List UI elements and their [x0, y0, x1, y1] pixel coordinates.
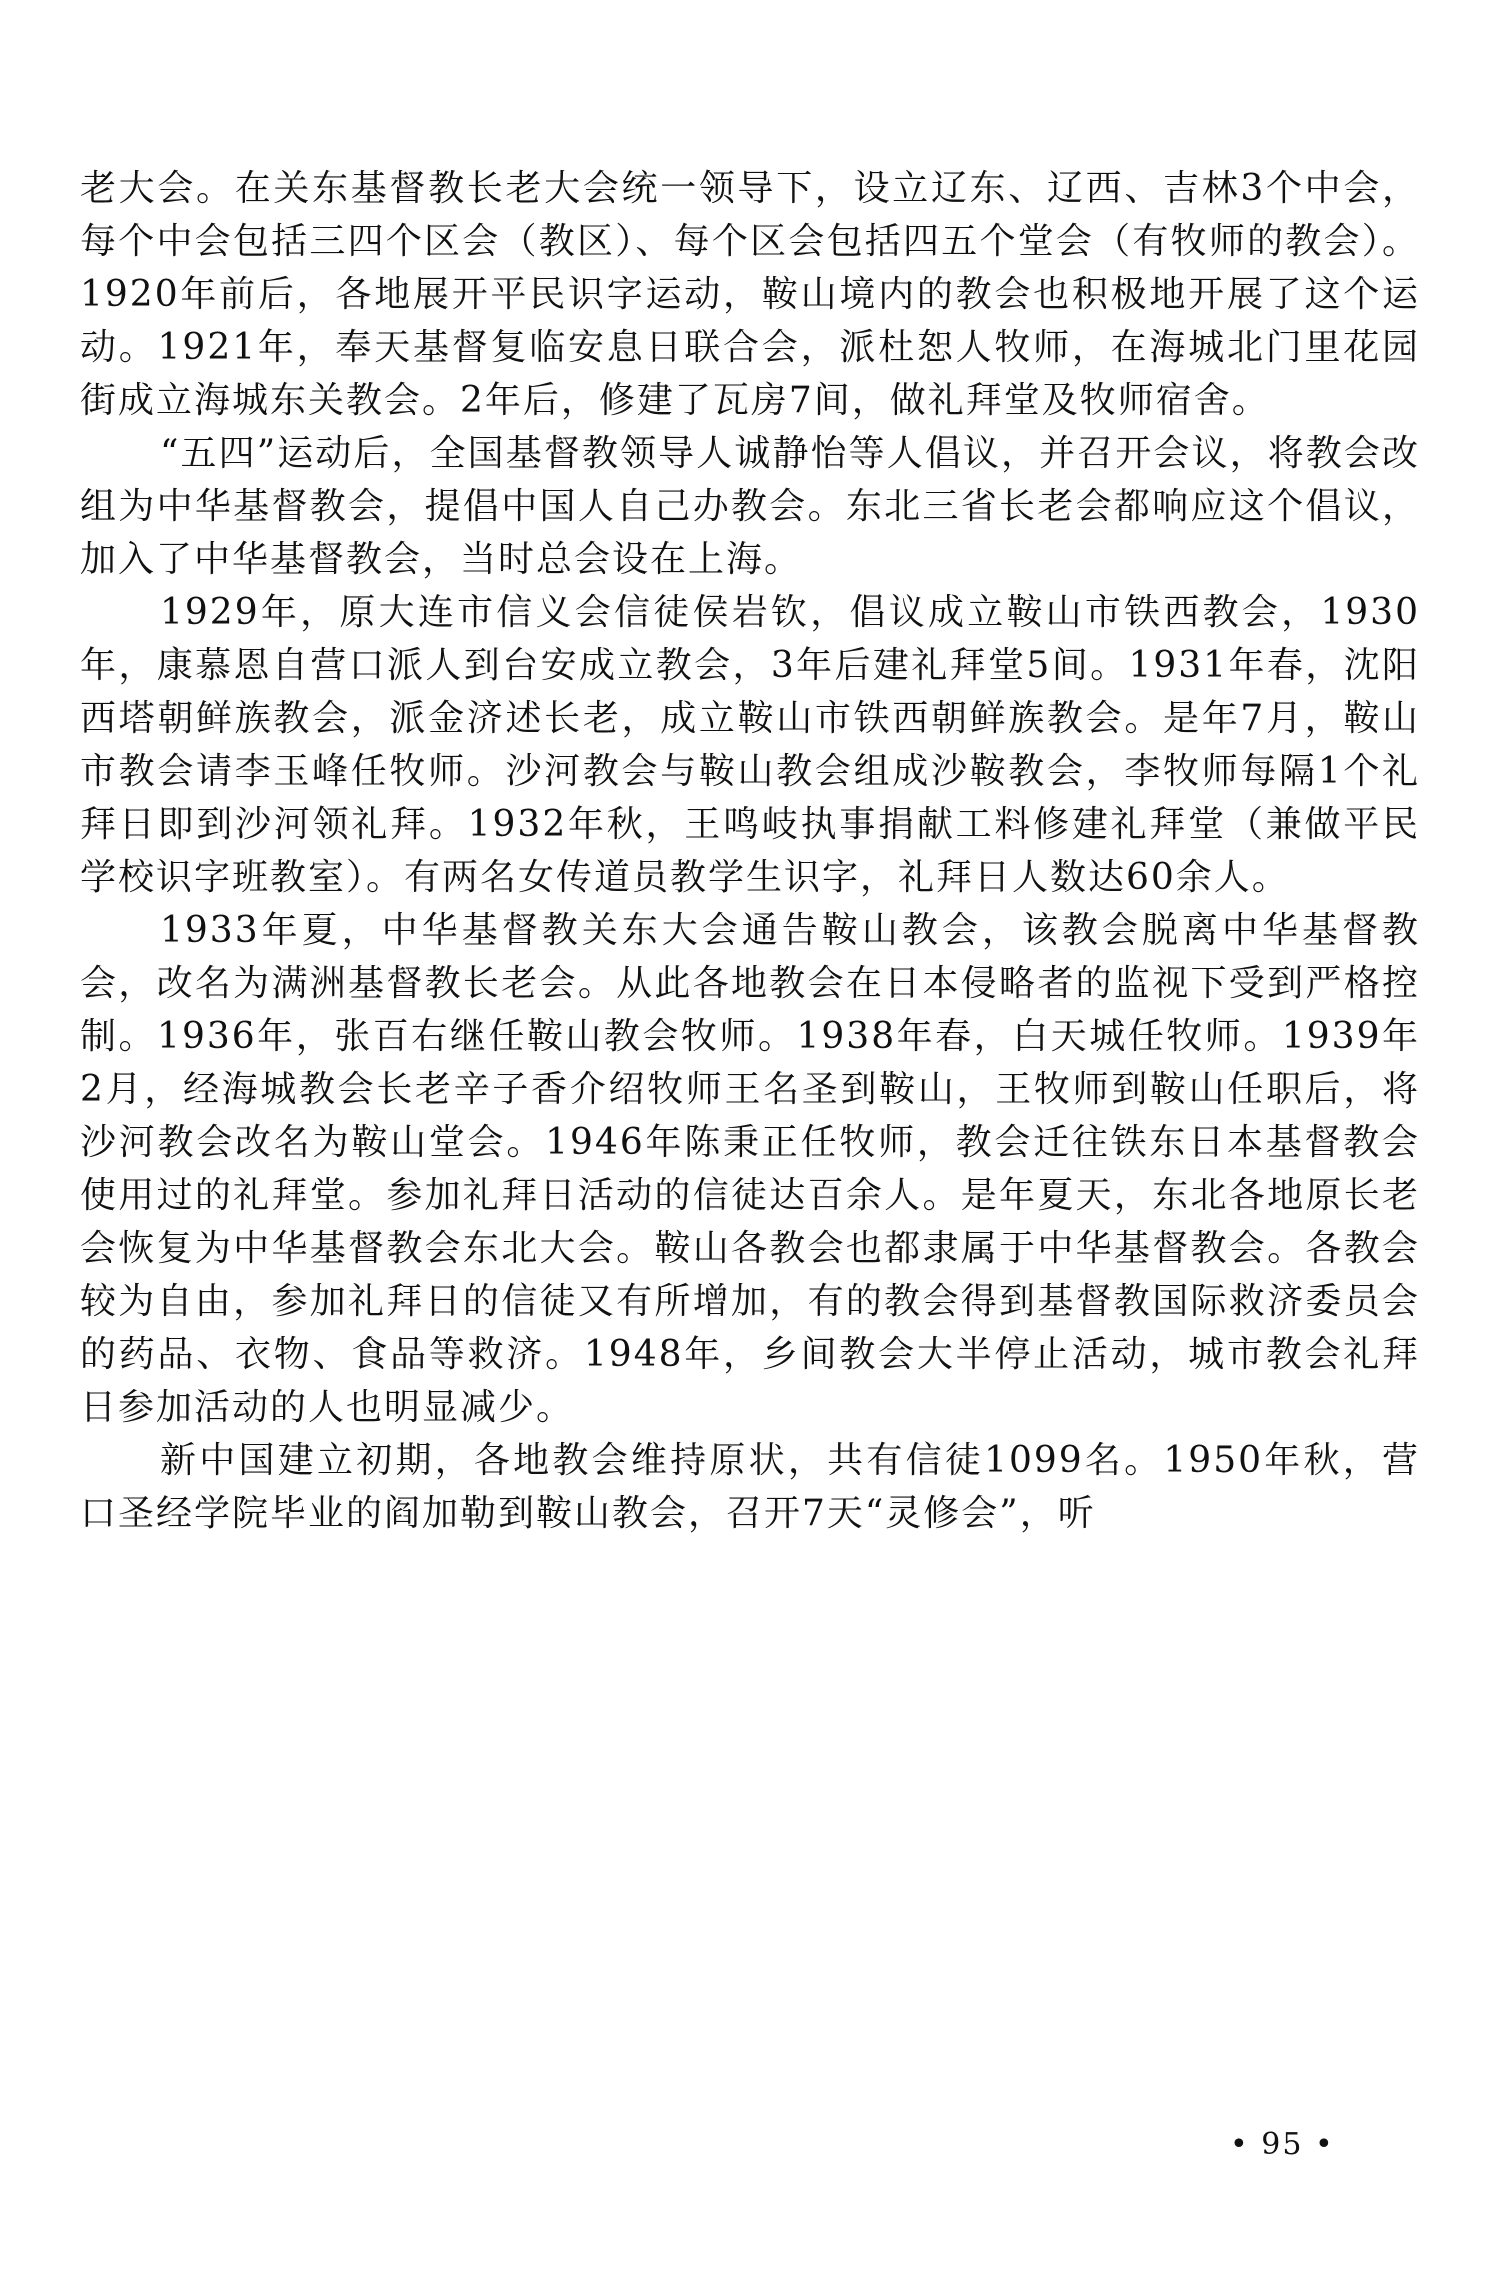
paragraph-3: 1929年，原大连市信义会信徒侯岩钦，倡议成立鞍山市铁西教会，1930年，康慕恩自营口派人到台安成立教会，3年后建礼拜堂5间。1931年春，沈阳西塔朝鲜族教会，派金济述长老，成立鞍山市铁西朝鲜族教会。是年7月，鞍山市教会请李玉峰任牧师。沙河教会与鞍山教会组成沙鞍教会，李牧师每隔1个礼拜日即到沙河领礼拜。1932年秋，王鸣岐执事捐献工料修建礼拜堂（兼做平民学校识字班教室）。有两名女传道员教学生识字，礼拜日人数达60余人。: [80, 592, 1420, 898]
body-text: [80, 162, 1420, 1540]
paragraph-5: 新中国建立初期，各地教会维持原状，共有信徒1099名。1950年秋，营口圣经学院毕业的阎加勒到鞍山教会，召开7天“灵修会”，听: [80, 1440, 1420, 1534]
paragraph-2: “五四”运动后，全国基督教领导人诚静怡等人倡议，并召开会议，将教会改组为中华基督教会，提倡中国人自己办教会。东北三省长老会都响应这个倡议，加入了中华基督教会，当时总会设在上海。: [80, 433, 1420, 580]
paragraph-1: 老大会。在关东基督教长老大会统一领导下，设立辽东、辽西、吉林3个中会，每个中会包括三四个区会（教区）、每个区会包括四五个堂会（有牧师的教会）。1920年前后，各地展开平民识字运动，鞍山境内的教会也积极地开展了这个运动。1921年，奉天基督复临安息日联合会，派杜恕人牧师，在海城北门里花园街成立海城东关教会。2年后，修建了瓦房7间，做礼拜堂及牧师宿舍。: [80, 168, 1420, 421]
paragraph-4: 1933年夏，中华基督教关东大会通告鞍山教会，该教会脱离中华基督教会，改名为满洲基督教长老会。从此各地教会在日本侵略者的监视下受到严格控制。1936年，张百右继任鞍山教会牧师。1938年春，白天城任牧师。1939年2月，经海城教会长老辛子香介绍牧师王名圣到鞍山，王牧师到鞍山任职后，将沙河教会改名为鞍山堂会。1946年陈秉正任牧师，教会迁往铁东日本基督教会使用过的礼拜堂。参加礼拜日活动的信徒达百余人。是年夏天，东北各地原长老会恢复为中华基督教会东北大会。鞍山各教会也都隶属于中华基督教会。各教会较为自由，参加礼拜日的信徒又有所增加，有的教会得到基督教国际救济委员会的药品、衣物、食品等救济。1948年，乡间教会大半停止活动，城市教会礼拜日参加活动的人也明显减少。: [80, 910, 1420, 1428]
page-number: • 95 •: [1230, 2127, 1335, 2162]
